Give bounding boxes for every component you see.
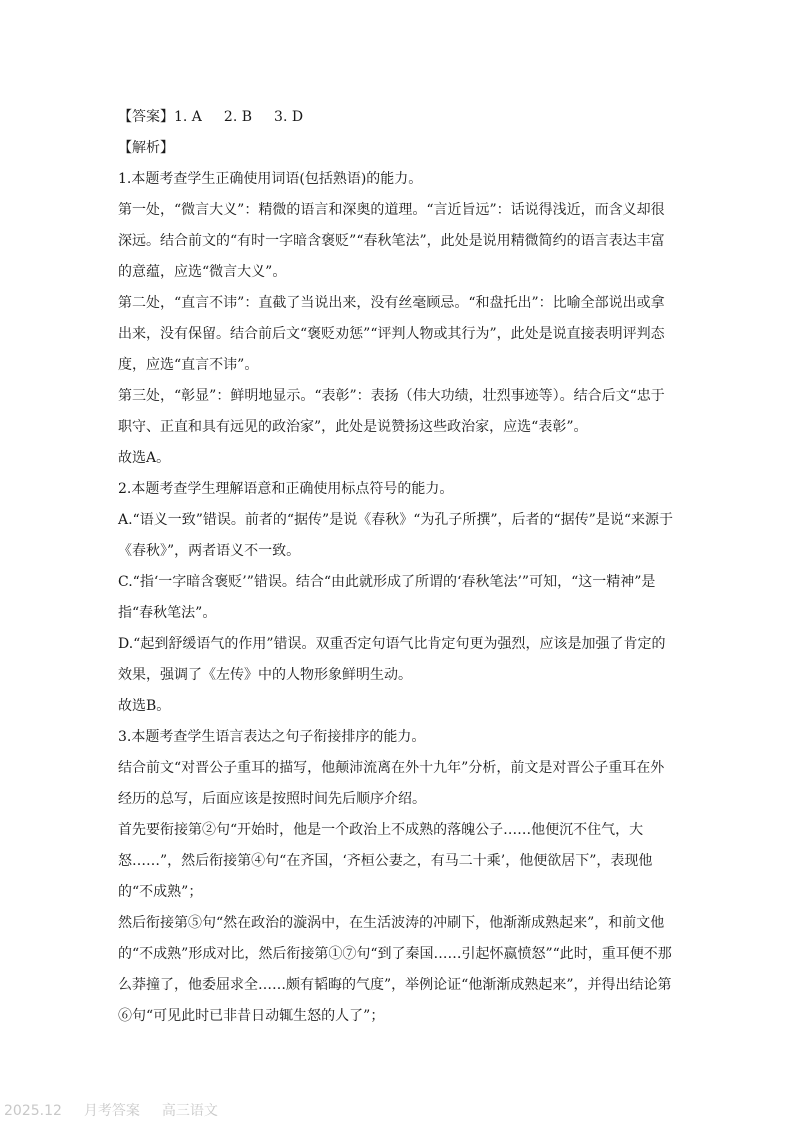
footer-doc-type: 月考答案 (83, 1103, 140, 1119)
answer-line (118, 102, 678, 133)
footer-subject: 高三语文 (161, 1103, 218, 1119)
paragraph-q1-third: 第三处，“彰显”：鲜明地显示。“表彰”：表扬（伟大功绩，壮烈事迹等）。结合后文“忠于职守、正直和具有远见的政治家”，此处是说赞扬这些政治家，应选“表彰”。 (118, 388, 665, 435)
paragraph-q2-option-a: A.“语义一致”错误。前者的“据传”是说《春秋》“为孔子所撰”，后者的“据传”是说“来源于《春秋》”，两者语义不一致。 (118, 512, 673, 559)
paragraph-q3-intro: 3.本题考查学生语言表达之句子衔接排序的能力。 (118, 729, 426, 745)
paragraph-q2-option-c: C.“指‘一字暗含褒贬’”错误。结合“由此就形成了所谓的‘春秋笔法’”可知，“这一精神”是指“春秋笔法”。 (118, 574, 656, 621)
paragraph-q3-step2: 然后衔接第⑤句“然在政治的漩涡中，在生活波涛的冲刷下，他渐渐成熟起来”，和前文他的“不成熟”形成对比，然后衔接第①⑦句“到了秦国……引起怀嬴愤怒”“此时，重耳便不那么莽撞了，他委屈求全……颇有韬晦的气度”，举例论证“他渐渐成熟起来”，并得出结论第⑥句“可见此时已非昔日动辄生怒的人了”； (118, 915, 672, 1024)
answer-item-3: 3. D (274, 109, 304, 125)
answer-item-2: 2. B (223, 109, 253, 125)
document-body (118, 102, 678, 1032)
paragraph-q1-intro: 1.本题考查学生正确使用词语(包括熟语)的能力。 (118, 171, 423, 187)
analysis-label: 【解析】 (118, 140, 174, 156)
paragraph-q1-first: 第一处，“微言大义”：精微的语言和深奥的道理。“言近旨远”：话说得浅近，而含义却很深远。结合前文的“有时一字暗含褒贬”“春秋笔法”，此处是说用精微简约的语言表达丰富的意蕴，应选“微言大义”。 (118, 202, 665, 280)
paragraph-q1-conclusion: 故选A。 (118, 450, 171, 466)
paragraph-q2-conclusion: 故选B。 (118, 698, 171, 714)
paragraph-q3-step1: 首先要衔接第②句“开始时，他是一个政治上不成熟的落魄公子……他便沉不住气，大怒……”，然后衔接第④句“在齐国，‘齐桓公妻之，有马二十乘’，他便欲居下”，表现他的“不成熟”； (118, 822, 653, 900)
paragraph-q1-second: 第二处，“直言不讳”：直截了当说出来，没有丝毫顾忌。“和盘托出”：比喻全部说出或拿出来，没有保留。结合前后文“褒贬劝惩”“评判人物或其行为”，此处是说直接表明评判态度，应选“直言不讳”。 (118, 295, 665, 373)
page-footer (4, 1100, 240, 1120)
paragraph-q2-option-d: D.“起到舒缓语气的作用”错误。双重否定句语气比肯定句更为强烈，应该是加强了肯定的效果，强调了《左传》中的人物形象鲜明生动。 (118, 636, 666, 683)
paragraph-q2-intro: 2.本题考查学生理解语意和正确使用标点符号的能力。 (118, 481, 454, 497)
paragraph-q3-context: 结合前文“对晋公子重耳的描写，他颠沛流离在外十九年”分析，前文是对晋公子重耳在外经历的总写，后面应该是按照时间先后顺序介绍。 (118, 760, 665, 807)
answer-item-1: 1. A (174, 109, 202, 125)
footer-date: 2025.12 (4, 1103, 62, 1119)
answer-label: 【答案】 (118, 109, 174, 125)
